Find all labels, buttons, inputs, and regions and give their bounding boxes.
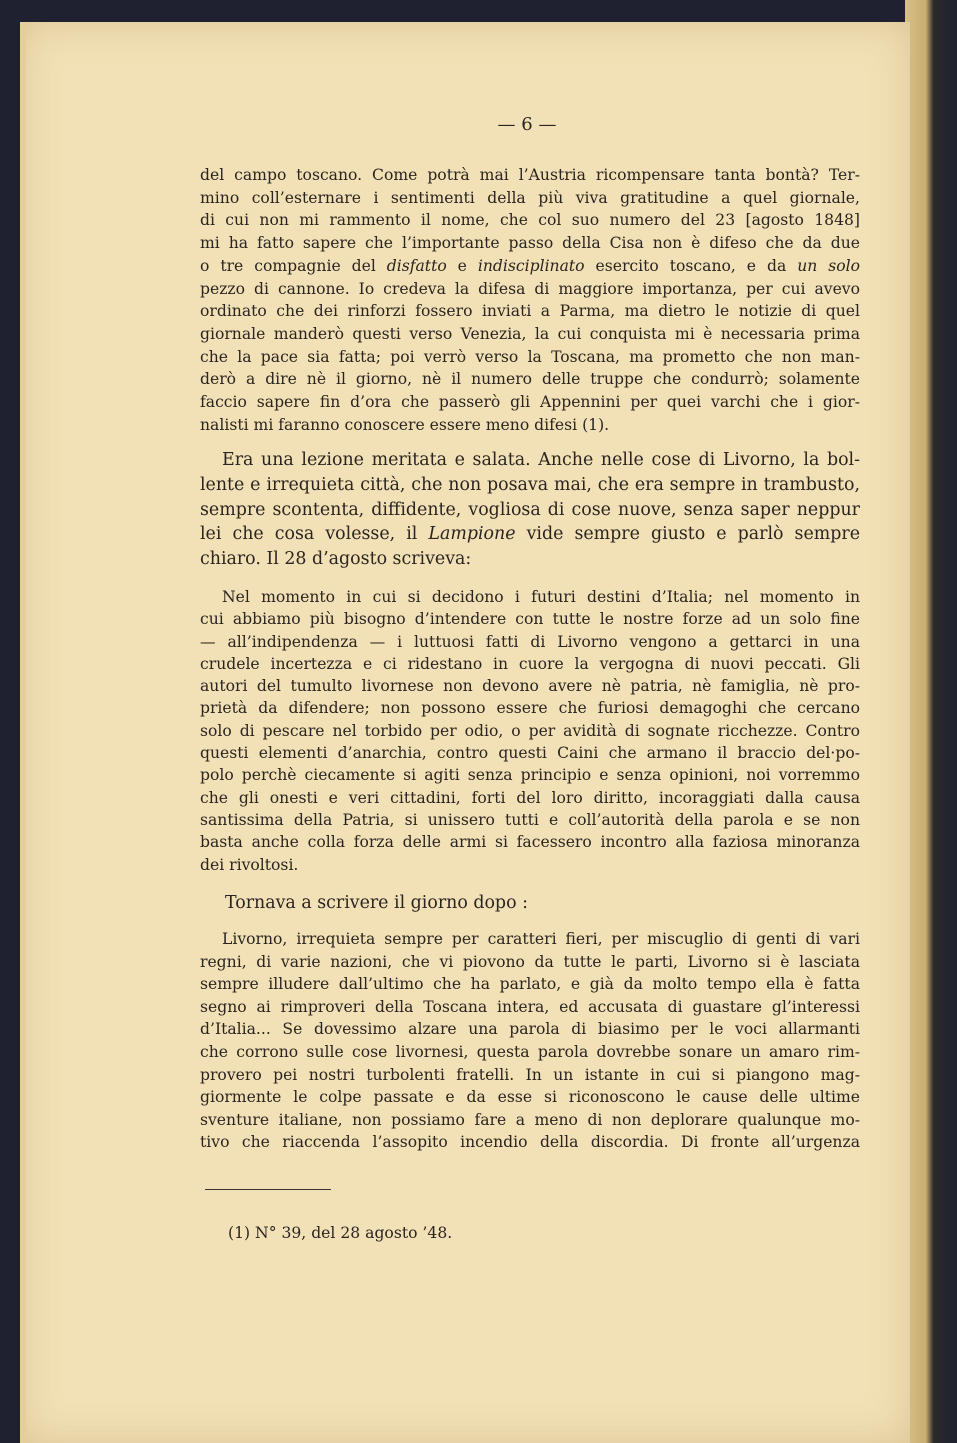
section-heading: Tornava a scrivere il giorno dopo : — [225, 893, 528, 913]
text-line: mi ha fatto sapere che l’importante passo della Cisa non è difeso che da due — [200, 234, 860, 253]
text-segment: o tre compagnie del — [200, 256, 387, 275]
text-segment: e — [446, 256, 478, 275]
text-line: solo di pescare nel torbido per odio, o per avidità di sognate ricchezze. Contro — [200, 721, 860, 740]
text-line: chiaro. Il 28 d’agosto scriveva: — [200, 549, 472, 570]
text-line: sempre scontenta, diffidente, vogliosa di cose nuove, senza saper neppur — [200, 499, 860, 520]
text-line: che la pace sia fatta; poi verrò verso la Toscana, ma prometto che non man- — [200, 347, 860, 366]
footnote: (1) N° 39, del 28 agosto ’48. — [228, 1224, 453, 1242]
text-line: ordinato che dei rinforzi fossero inviati a Parma, ma dietro le notizie di quel — [200, 302, 860, 321]
text-line: prietà da difendere; non possono essere che furiosi demagoghi che cercano — [200, 699, 860, 718]
italic-text: Lampione — [428, 524, 516, 545]
text-line: del campo toscano. Come potrà mai l’Austria ricompensare tanta bontà? Ter- — [200, 166, 860, 184]
quote-28-agosto — [200, 586, 860, 876]
text-line: mino coll’esternare i sentimenti della più viva gratitudine a quel giornale, — [200, 188, 860, 207]
text-line — [200, 255, 860, 278]
text-line: sempre illudere dall’ultimo che ha parlato, e già da molto tempo ella è fatta — [200, 975, 860, 994]
text-line: che corrono sulle cose livornesi, questa parola dovrebbe sonare un amaro rim- — [200, 1042, 860, 1061]
text-line: crudele incertezza e ci ridestano in cuore la vergogna di nuovi peccati. Gli — [200, 654, 860, 673]
text-line: cui abbiamo più bisogno d’intendere con tutte le nostre forze ad un solo fine — [200, 610, 860, 629]
text-segment: vide sempre giusto e parlò sempre — [515, 524, 860, 545]
text-line: questi elementi d’anarchia, contro questi Caini che armano il braccio del·po- — [200, 744, 860, 763]
text-line: di cui non mi rammento il nome, che col suo numero del 23 [agosto 1848] — [200, 211, 860, 230]
footnote-rule — [205, 1189, 331, 1190]
text-line: autori del tumulto livornese non devono avere nè patria, nè famiglia, nè pro- — [200, 677, 860, 696]
text-line: — all’indipendenza — i luttuosi fatti di Livorno vengono a gettarci in una — [200, 632, 860, 651]
text-line — [200, 522, 860, 547]
text-line: pezzo di cannone. Io credeva la difesa di maggiore importanza, per cui avevo — [200, 279, 860, 298]
text-line: segno ai rimproveri della Toscana intera, ed accusata di guastare gl’interessi — [200, 997, 860, 1016]
text-line: nalisti mi faranno conoscere essere meno difesi (1). — [200, 415, 610, 434]
page-number: — 6 — — [497, 114, 557, 135]
text-line: polo perchè ciecamente si agiti senza principio e senza opinioni, noi vorremmo — [200, 766, 860, 785]
text-line: basta anche colla forza delle armi si facessero incontro alla faziosa minoranza — [200, 833, 860, 852]
text-line: faccio sapere fin d’ora che passerò gli Appennini per quei varchi che i gior- — [200, 393, 860, 412]
text-line: giormente le colpe passate e da esse si riconoscono le cause delle ultime — [200, 1088, 860, 1107]
paragraph-letter-end — [200, 164, 860, 436]
text-line: lente e irrequieta città, che non posava mai, che era sempre in trambusto, — [200, 474, 860, 495]
text-line: sventure italiane, non possiamo fare a meno di non deplorare qualunque mo- — [200, 1110, 860, 1129]
text-segment: esercito toscano, e da — [584, 256, 798, 275]
quote-giorno-dopo — [200, 928, 860, 1154]
italic-text: disfatto — [386, 256, 447, 275]
page-edge — [20, 22, 26, 1443]
text-segment: lei che cosa volesse, il — [200, 524, 429, 545]
text-line: Era una lezione meritata e salata. Anche nelle cose di Livorno, la bol- — [222, 450, 860, 470]
text-line: derò a dire nè il giorno, nè il numero delle truppe che condurrò; solamente — [200, 370, 860, 389]
text-line: d’Italia... Se dovessimo alzare una parola di biasimo per le voci allarmanti — [200, 1020, 860, 1039]
book-spine — [905, 0, 957, 1443]
text-line: Livorno, irrequieta sempre per caratteri fieri, per miscuglio di genti di vari — [222, 930, 860, 948]
text-line: tivo che riaccenda l’assopito incendio della discordia. Di fronte all’urgenza — [200, 1133, 860, 1152]
text-line: Nel momento in cui si decidono i futuri destini d’Italia; nel momento in — [222, 588, 860, 606]
text-line: giornale manderò questi verso Venezia, la cui conquista mi è necessaria prima — [200, 324, 860, 343]
text-line: provero pei nostri turbolenti fratelli. In un istante in cui si piangono mag- — [200, 1065, 860, 1084]
text-line: regni, di varie nazioni, che vi piovono da tutte le parti, Livorno si è lasciata — [200, 952, 860, 971]
text-line: santissima della Patria, si unissero tutti e coll’autorità della parola e se non — [200, 810, 860, 829]
paragraph-lampione — [200, 448, 860, 572]
text-line: dei rivoltosi. — [200, 855, 299, 874]
italic-text: un solo — [797, 256, 860, 275]
text-line: che gli onesti e veri cittadini, forti del loro diritto, incoraggiati dalla causa — [200, 788, 860, 807]
italic-text: indisciplinato — [477, 256, 585, 275]
